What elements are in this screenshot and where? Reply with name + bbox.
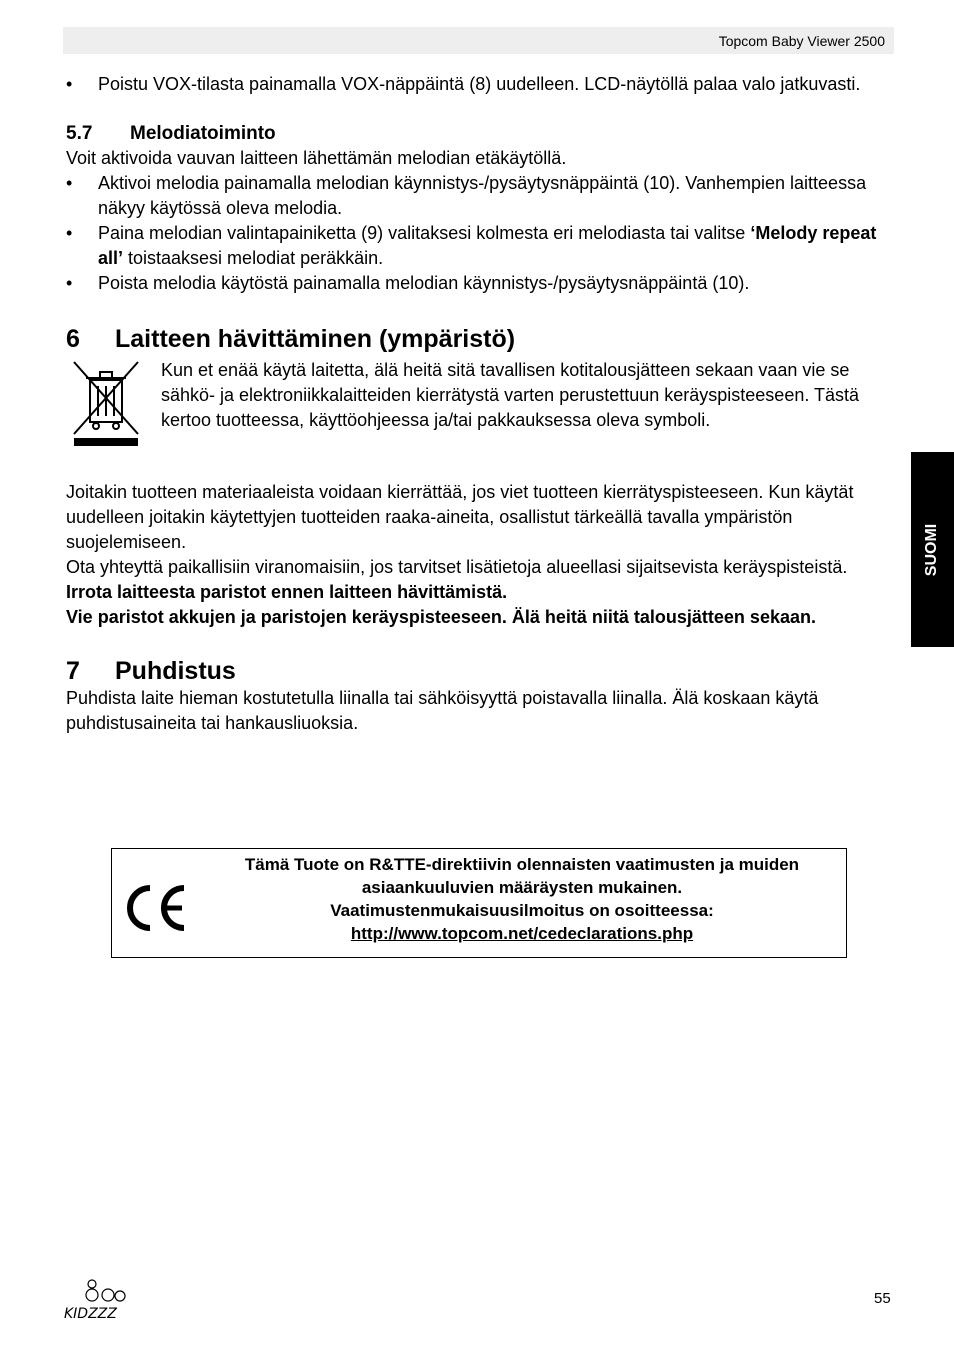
ce-declarations-link[interactable]: http://www.topcom.net/cedeclarations.php xyxy=(350,924,694,943)
header-title: Topcom Baby Viewer 2500 xyxy=(718,33,885,49)
melody-bullet-3: • Poista melodia käytöstä painamalla melodian käynnistys-/pysäytysnäppäintä (10). xyxy=(66,271,894,296)
page-number: 55 xyxy=(874,1290,891,1307)
ce-text xyxy=(207,853,837,945)
ce-declaration-box xyxy=(111,848,847,958)
cleaning-text: Puhdista laite hieman kostutetulla liinalla tai sähköisyyttä poistavalla liinalla. Älä koskaan käytä puhdistusaineita tai hankausliuoksia. xyxy=(66,688,819,733)
bullet-text: toistaaksesi melodiat peräkkäin. xyxy=(123,248,384,268)
section-7-heading xyxy=(66,656,894,686)
ce-line-1: Tämä Tuote on R&TTE-direktiivin olennaisten vaatimusten ja muiden xyxy=(244,855,800,874)
melody-bullet-1: • Aktivoi melodia painamalla melodian käynnistys-/pysäytysnäppäintä (10). Vanhempien laitteessa näkyy käytössä oleva melodia. xyxy=(66,171,894,221)
language-tab-label: SUOMI xyxy=(923,523,941,576)
crossed-bin-icon xyxy=(66,358,161,455)
bullet-text: Paina melodian valintapainiketta (9) valitaksesi kolmesta eri melodiasta tai valitse xyxy=(98,223,751,243)
section-title: Laitteen hävittäminen (ympäristö) xyxy=(115,325,516,353)
section-number: 7 xyxy=(66,657,80,685)
section-6-heading xyxy=(66,324,894,354)
recycling-paragraph: Joitakin tuotteen materiaaleista voidaan kierrättää, jos viet tuotteen kierrätyspisteeseen. Kun käytät uudelleen joitakin käytettyjen tuotteiden raaka-aineita, osallistut tärkeällä tavalla ympäristön suojelemiseen. xyxy=(66,482,854,552)
header-bar xyxy=(63,27,894,54)
ce-mark-icon xyxy=(122,884,188,937)
contact-paragraph: Ota yhteyttä paikallisiin viranomaisiin, jos tarvitset lisätietoja alueellasi sijaitsevista keräyspisteistä. xyxy=(66,557,848,577)
melody-bullet-2 xyxy=(66,221,894,271)
page-content xyxy=(66,72,894,736)
battery-warning-1: Irrota laitteesta paristot ennen laitteen hävittämistä. xyxy=(66,582,508,602)
weee-text: Kun et enää käytä laitetta, älä heitä sitä tavallisen kotitalousjätteen sekaan vaan vie se sähkö- ja elektroniikkalaitteiden kierrätystä varten perustettuun keräyspisteeseen. Tästä kertoo tuotteessa, käyttöohjeessa ja/tai pakkauksessa oleva symboli. xyxy=(161,360,860,430)
language-tab xyxy=(911,452,954,647)
section-5-7-heading xyxy=(66,121,894,146)
ce-line-2: asiaankuuluvien määräysten mukainen. xyxy=(361,878,683,897)
section-title: Melodiatoiminto xyxy=(130,123,276,144)
section-number: 6 xyxy=(66,325,80,353)
melody-repeat-all-label: ‘Melody repeat all’ xyxy=(98,223,877,268)
weee-row xyxy=(66,358,894,455)
kidzzz-logo xyxy=(62,1278,138,1327)
vox-bullet: • Poistu VOX-tilasta painamalla VOX-näppäintä (8) uudelleen. LCD-näytöllä palaa valo jatkuvasti. xyxy=(66,72,894,97)
section-number: 5.7 xyxy=(66,123,93,144)
ce-line-3: Vaatimustenmukaisuusilmoitus on osoitteessa: xyxy=(330,901,714,920)
battery-warning-2: Vie paristot akkujen ja paristojen keräyspisteeseen. Älä heitä niitä talousjätteen sekaan. xyxy=(66,607,816,627)
section-5-7-intro: Voit aktivoida vauvan laitteen lähettämän melodian etäkäytöllä. xyxy=(66,148,567,168)
section-title: Puhdistus xyxy=(115,657,236,685)
logo-text: KIDZZZ xyxy=(64,1306,117,1322)
